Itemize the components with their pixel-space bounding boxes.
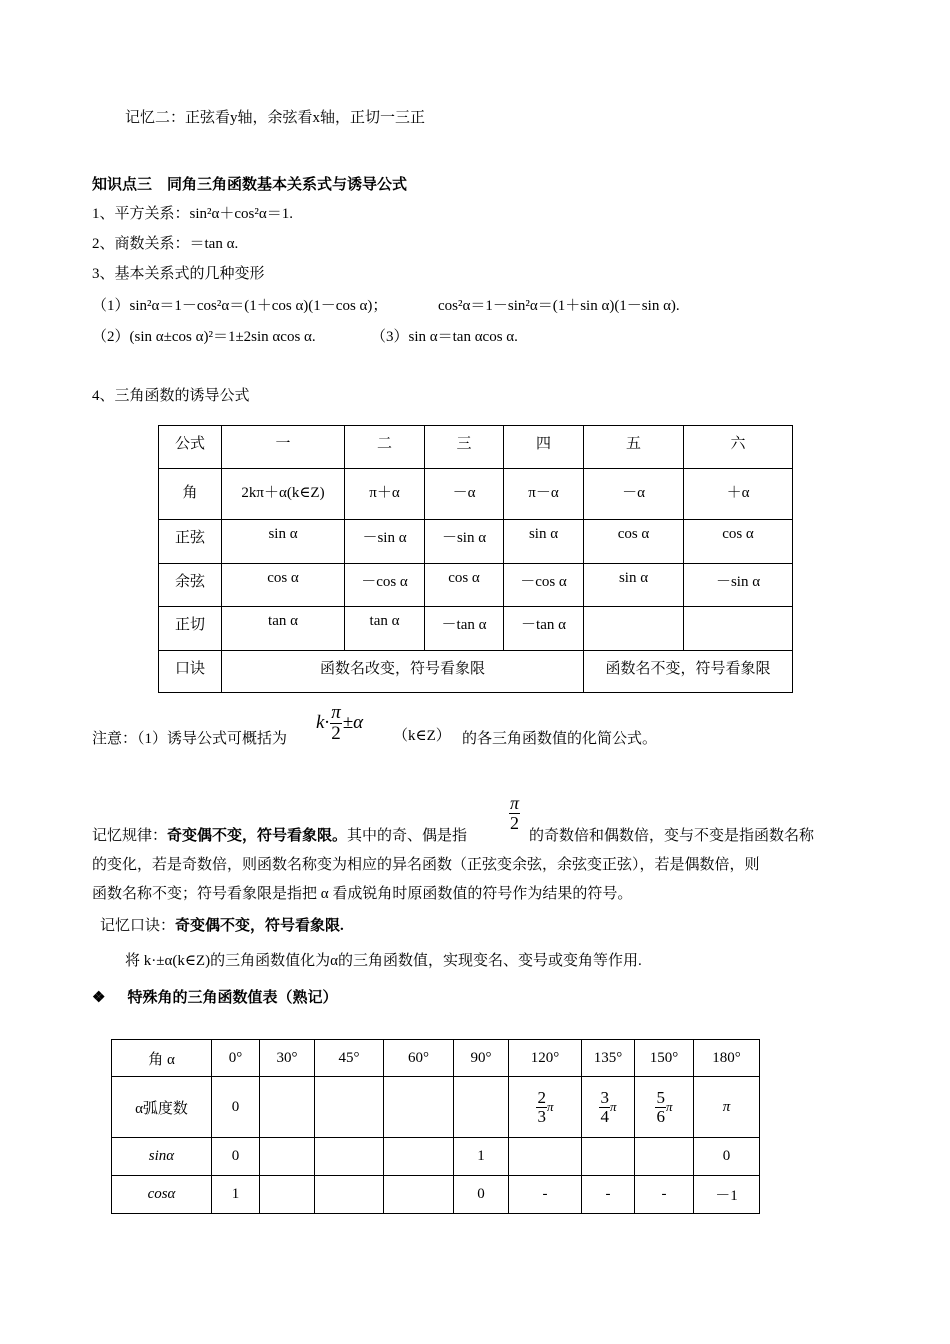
table-cell [315,1077,384,1138]
formula-pi: π [331,702,341,723]
special-title: 特殊角的三角函数值表（熟记） [127,990,338,1006]
table-cell: －1 [694,1176,760,1214]
table-cell: －tan α [425,607,504,651]
table-cell: －cos α [504,564,584,607]
table-cell: sin α [504,520,584,564]
frac-num: 3 [600,1087,609,1107]
frac-num: 5 [656,1087,665,1107]
table-cell: - [582,1176,635,1214]
induction-table [158,425,793,693]
rule-frac-den: 2 [510,812,520,833]
variant-3: （3）sin α＝tan αcos α. [371,329,518,345]
header-cell: 0° [212,1040,260,1077]
rule-text2: 的奇数倍和偶数倍，变与不变是指函数名称 [529,828,815,844]
row-label: 正弦 [159,520,222,564]
table-cell: - [509,1176,582,1214]
header-cell: 六 [684,426,793,469]
quotient-relation-label: 2、商数关系： [92,236,190,252]
table-cell [315,1138,384,1176]
mnemonic-left: 函数名改变，符号看象限 [222,651,584,693]
pi-symbol: π [609,1098,617,1114]
variants-heading: 3、基本关系式的几种变形 [92,266,265,282]
table-cell [260,1176,315,1214]
header-cell: 30° [260,1040,315,1077]
header-cell: 90° [454,1040,509,1077]
table-cell: 1 [212,1176,260,1214]
radian-120 [509,1077,582,1138]
sin-row [112,1138,760,1176]
variant-1b: cos²α＝1－sin²α＝(1＋sin α)(1－sin α). [438,298,680,314]
cos-row [112,1176,760,1214]
note-formula [316,703,363,744]
bullet-icon: ❖ [92,990,106,1006]
table-cell [384,1138,454,1176]
table-cell: 0 [212,1077,260,1138]
sine-row [159,520,793,564]
formula-fraction [330,703,342,744]
header-cell: 角 α [112,1040,212,1077]
section-title: 知识点三 同角三角函数基本关系式与诱导公式 [92,177,408,193]
formula-k: k· [316,712,330,734]
table-cell: 0 [454,1176,509,1214]
rule-line-3: 函数名称不变；符号看象限是指把 α 看成锐角时原函数值的符号作为结果的符号。 [92,886,633,902]
rule-fraction [509,794,520,833]
induction-heading: 4、三角函数的诱导公式 [92,388,250,404]
table-cell: －cos α [345,564,425,607]
header-cell: 公式 [159,426,222,469]
formula-tail: ±α [342,712,364,734]
header-cell: 135° [582,1040,635,1077]
induction-header-row [159,426,793,469]
header-cell: 一 [222,426,345,469]
table-cell: －α [425,469,504,520]
quotient-relation [92,232,238,253]
radian-180: π [694,1077,760,1138]
variant-2: （2）(sin α±cos α)²＝1±2sin αcos α. [92,329,316,345]
table-cell: 1 [454,1138,509,1176]
memory-two-line: 记忆二：正弦看y轴，余弦看x轴，正切一三正 [125,110,426,126]
header-cell: 三 [425,426,504,469]
table-cell: －sin α [684,564,793,607]
table-cell: sin α [584,564,684,607]
header-cell: 60° [384,1040,454,1077]
table-cell [260,1077,315,1138]
table-cell [584,607,684,651]
table-cell: - [635,1176,694,1214]
table-cell [384,1077,454,1138]
header-cell: 四 [504,426,584,469]
convert-line: 将 k·±α(k∈Z)的三角函数值化为α的三角函数值，实现变名、变号或变角等作用. [125,953,642,969]
rule-line-1 [92,824,467,845]
note-suffix: 的各三角函数值的化简公式。 [462,731,658,747]
pi-symbol: π [546,1098,554,1114]
square-relation [92,202,293,223]
rule-frac-num: π [510,793,520,813]
verse-line [100,914,344,935]
table-cell: tan α [222,607,345,651]
table-cell: cos α [222,564,345,607]
rule-line-2: 的变化，若是奇数倍，则函数名称变为相应的异名函数（正弦变余弦，余弦变正弦），若是偶数倍，则 [92,857,760,873]
verse-label: 记忆口诀： [100,918,176,934]
table-cell: －sin α [425,520,504,564]
frac-den: 6 [656,1106,665,1126]
table-cell [684,607,793,651]
frac-den: 4 [600,1106,609,1126]
quotient-relation-formula: ＝tan α. [189,236,239,252]
table-cell [635,1138,694,1176]
table-cell: cos α [684,520,793,564]
header-cell: 二 [345,426,425,469]
table-cell [384,1176,454,1214]
row-label: cosα [112,1176,212,1214]
verse-bold: 奇变偶不变，符号看象限. [175,918,344,934]
header-cell: 45° [315,1040,384,1077]
table-cell: sin α [222,520,345,564]
rule-label: 记忆规律： [92,828,168,844]
table-cell: －sin α [345,520,425,564]
cosine-row [159,564,793,607]
header-cell: 150° [635,1040,694,1077]
tangent-row [159,607,793,651]
row-label: α弧度数 [112,1077,212,1138]
variant-1a: （1）sin²α＝1－cos²α＝(1＋cos α)(1－cos α)； [92,298,388,314]
mnemonic-right: 函数名不变，符号看象限 [584,651,793,693]
note-prefix: 注意：（1）诱导公式可概括为 [92,731,288,747]
table-cell [509,1138,582,1176]
table-cell: cos α [584,520,684,564]
table-cell: －α [584,469,684,520]
row-label: 口诀 [159,651,222,693]
header-cell: 180° [694,1040,760,1077]
table-cell: tan α [345,607,425,651]
special-header-row [112,1040,760,1077]
table-cell [582,1138,635,1176]
radian-150 [635,1077,694,1138]
table-cell: －tan α [504,607,584,651]
header-cell: 120° [509,1040,582,1077]
note-k-in-z: （k∈Z） [393,728,451,744]
header-cell: 五 [584,426,684,469]
special-angle-table [111,1039,760,1214]
mnemonic-row [159,651,793,693]
formula-two: 2 [331,722,341,744]
rule-bold: 奇变偶不变，符号看象限。 [167,828,348,844]
square-relation-label: 1、平方关系： [92,206,190,222]
table-cell: 2kπ＋α(k∈Z) [222,469,345,520]
row-label: 角 [159,469,222,520]
table-cell: 0 [212,1138,260,1176]
special-heading [92,986,337,1007]
angle-row [159,469,793,520]
radian-135 [582,1077,635,1138]
frac-num: 2 [537,1087,546,1107]
square-relation-formula: sin²α＋cos²α＝1. [189,206,293,222]
row-label: sinα [112,1138,212,1176]
table-cell: 0 [694,1138,760,1176]
rule-text1: 其中的奇、偶是指 [347,828,468,844]
table-cell [260,1138,315,1176]
row-label: 余弦 [159,564,222,607]
radian-row [112,1077,760,1138]
frac-den: 3 [537,1106,546,1126]
table-cell [315,1176,384,1214]
pi-symbol: π [665,1098,673,1114]
table-cell [454,1077,509,1138]
table-cell: π＋α [345,469,425,520]
table-cell: π－α [504,469,584,520]
table-cell: ＋α [684,469,793,520]
row-label: 正切 [159,607,222,651]
table-cell: cos α [425,564,504,607]
